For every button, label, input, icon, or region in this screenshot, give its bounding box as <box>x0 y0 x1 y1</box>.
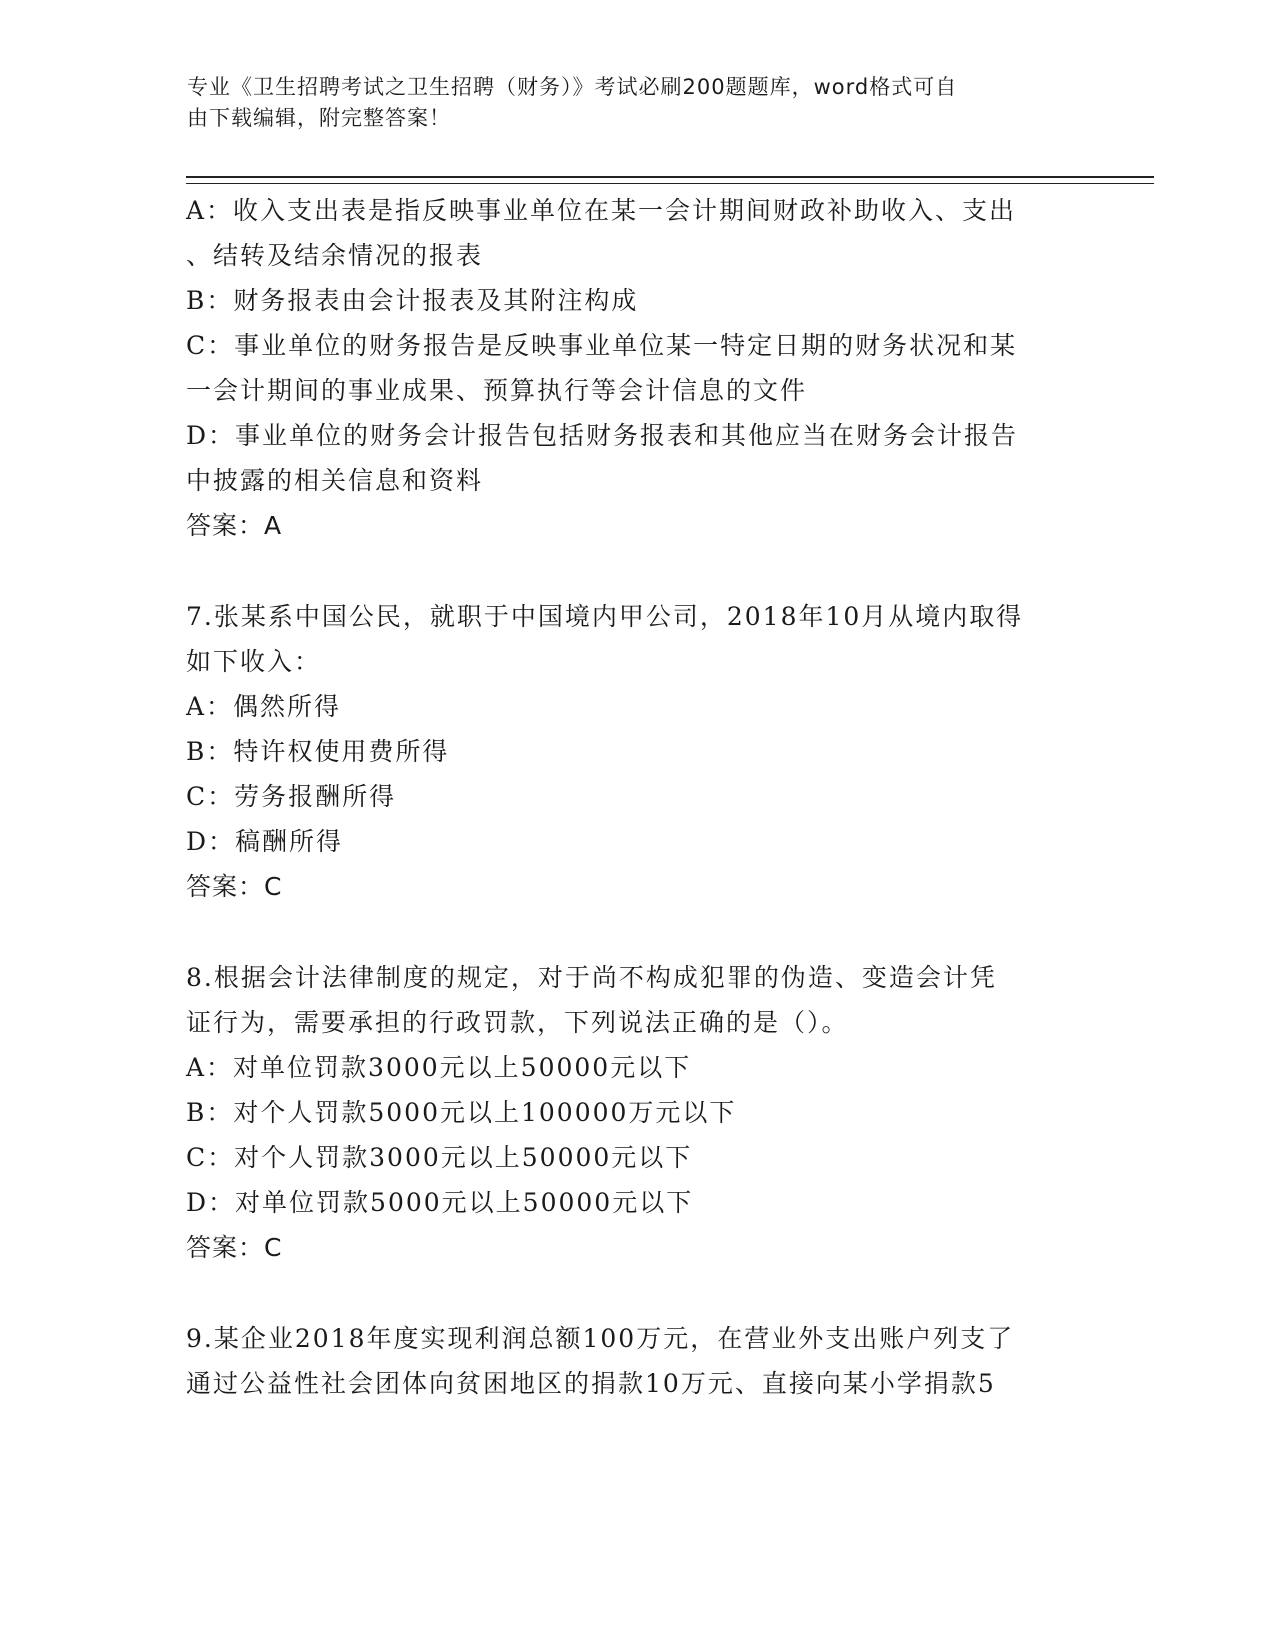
spacer <box>186 548 1086 594</box>
question-6 <box>186 188 1086 548</box>
spacer <box>186 1270 1086 1316</box>
q6-answer: 答案：A <box>186 511 283 540</box>
q8-option-a: A：对单位罚款3000元以上50000元以下 <box>186 1053 692 1082</box>
question-8 <box>186 955 1086 1270</box>
q6-option-a-line-2: 、结转及结余情况的报表 <box>186 241 484 270</box>
q6-option-d-line-2: 中披露的相关信息和资料 <box>186 466 484 495</box>
document-header <box>187 72 1067 134</box>
header-divider <box>186 176 1154 184</box>
question-9 <box>186 1316 1086 1406</box>
q7-option-a: A：偶然所得 <box>186 692 342 721</box>
q6-option-b: B：财务报表由会计报表及其附注构成 <box>186 286 639 315</box>
question-content <box>186 188 1086 1406</box>
q8-stem-line-1: 8.根据会计法律制度的规定，对于尚不构成犯罪的伪造、变造会计凭 <box>186 963 997 992</box>
q6-option-d-line-1: D：事业单位的财务会计报告包括财务报表和其他应当在财务会计报告 <box>186 421 1019 450</box>
header-line-1: 专业《卫生招聘考试之卫生招聘（财务）》考试必刷200题题库，word格式可自 <box>187 75 958 99</box>
q8-stem-line-2: 证行为，需要承担的行政罚款，下列说法正确的是（）。 <box>186 1008 849 1037</box>
q6-option-c-line-2: 一会计期间的事业成果、预算执行等会计信息的文件 <box>186 376 808 405</box>
q9-stem-line-1: 9.某企业2018年度实现利润总额100万元，在营业外支出账户列支了 <box>186 1324 1015 1353</box>
q7-option-d: D：稿酬所得 <box>186 827 344 856</box>
q7-answer: 答案：C <box>186 872 283 901</box>
q6-option-c-line-1: C：事业单位的财务报告是反映事业单位某一特定日期的财务状况和某 <box>186 331 1018 360</box>
q7-option-b: B：特许权使用费所得 <box>186 737 450 766</box>
q8-answer: 答案：C <box>186 1233 283 1262</box>
q8-option-d: D：对单位罚款5000元以上50000元以下 <box>186 1188 694 1217</box>
question-7 <box>186 594 1086 909</box>
spacer <box>186 909 1086 955</box>
q8-option-b: B：对个人罚款5000元以上100000万元以下 <box>186 1098 737 1127</box>
q7-option-c: C：劳务报酬所得 <box>186 782 397 811</box>
q8-option-c: C：对个人罚款3000元以上50000元以下 <box>186 1143 693 1172</box>
header-line-2: 由下载编辑，附完整答案！ <box>187 106 451 130</box>
q7-stem-line-2: 如下收入： <box>186 647 322 676</box>
q6-option-a-line-1: A：收入支出表是指反映事业单位在某一会计期间财政补助收入、支出 <box>186 196 1017 225</box>
q7-stem-line-1: 7.张某系中国公民，就职于中国境内甲公司，2018年10月从境内取得 <box>186 602 1024 631</box>
q9-stem-line-2: 通过公益性社会团体向贫困地区的捐款10万元、直接向某小学捐款5 <box>186 1369 996 1398</box>
